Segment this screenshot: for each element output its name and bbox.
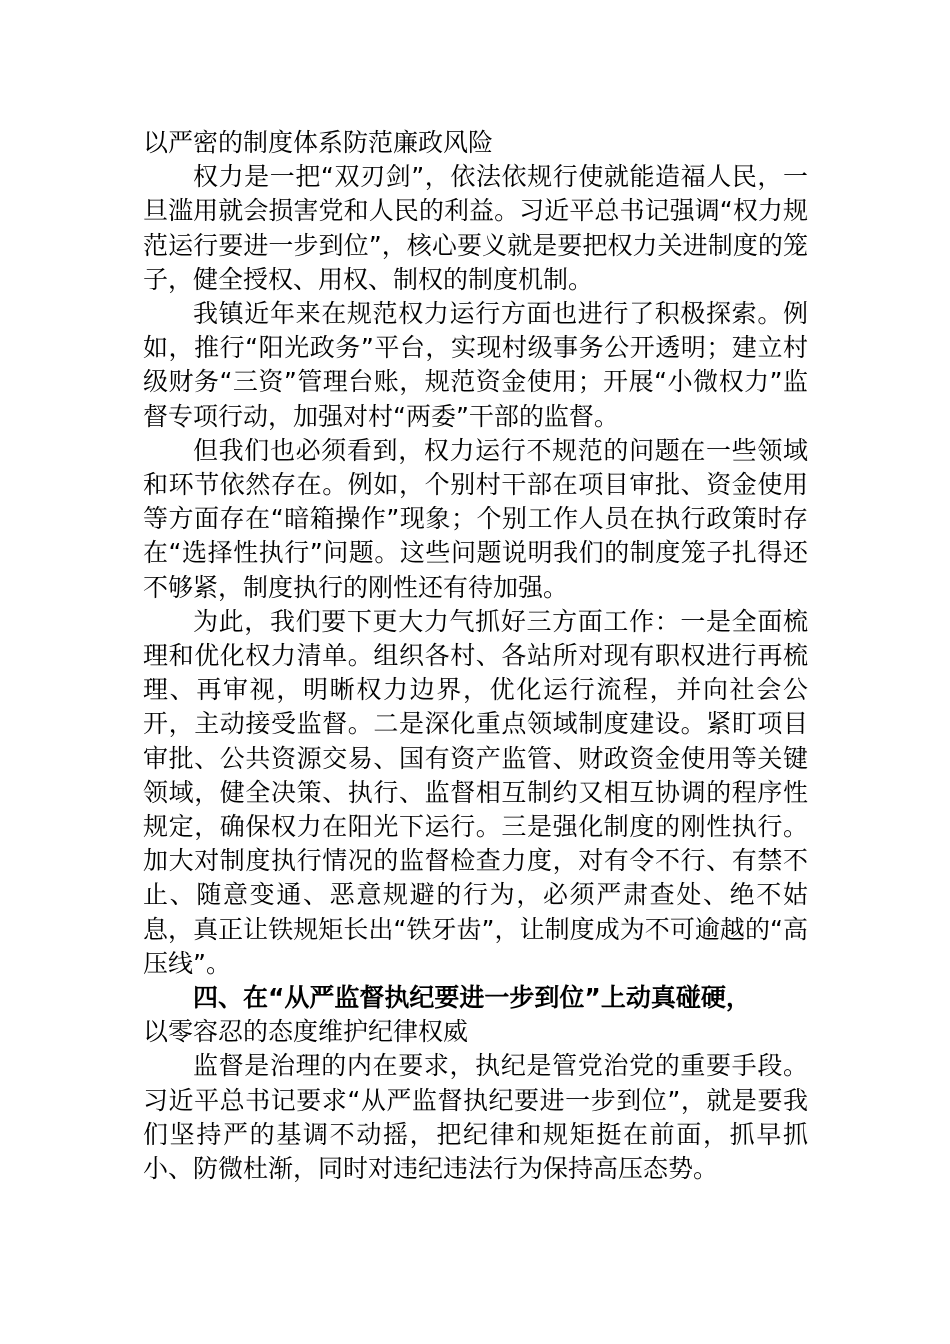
body-paragraph: 权力是一把“双刃剑”，依法依规行使就能造福人民，一旦滥用就会损害党和人民的利益。习近平总书记强调“权力规范运行要进一步到位”，核心要义就是要把权力关进制度的笼子，健全授权、用权、制权的制度机制。 — [143, 162, 808, 294]
section-heading: 四、在“从严监督执纪要进一步到位”上动真碰硬， — [193, 983, 751, 1013]
body-paragraph: 监督是治理的内在要求，执纪是管党治党的重要手段。习近平总书记要求“从严监督执纪要进一步到位”，就是要我们坚持严的基调不动摇，把纪律和规矩挺在前面，抓早抓小、防微杜渐，同时对违纪违法行为保持高压态势。 — [143, 1051, 808, 1184]
section-heading-tail: 以严密的制度体系防范廉政风险 — [143, 128, 494, 157]
body-paragraph: 为此，我们要下更大力气抓好三方面工作：一是全面梳理和优化权力清单。组织各村、各站所对现有职权进行再梳理、再审视，明晰权力边界，优化运行流程，并向社会公开，主动接受监督。二是深化重点领域制度建设。紧盯项目审批、公共资源交易、国有资产监管、财政资金使用等关键领域，健全决策、执行、监督相互制约又相互协调的程序性规定，确保权力在阳光下运行。三是强化制度的刚性执行。加大对制度执行情况的监督检查力度，对有令不行、有禁不止、随意变通、恶意规避的行为，必须严肃查处、绝不姑息，真正让铁规矩长出“铁牙齿”，让制度成为不可逾越的“高压线”。 — [143, 606, 808, 978]
body-paragraph: 但我们也必须看到，权力运行不规范的问题在一些领域和环节依然存在。例如，个别村干部在项目审批、资金使用等方面存在“暗箱操作”现象；个别工作人员在执行政策时存在“选择性执行”问题。这些问题说明我们的制度笼子扎得还不够紧，制度执行的刚性还有待加强。 — [143, 435, 808, 602]
document-page — [143, 126, 808, 1186]
section-heading-continuation: 以零容忍的态度维护纪律权威 — [143, 1017, 469, 1047]
body-paragraph: 我镇近年来在规范权力运行方面也进行了积极探索。例如，推行“阳光政务”平台，实现村级事务公开透明；建立村级财务“三资”管理台账，规范资金使用；开展“小微权力”监督专项行动，加强对村“两委”干部的监督。 — [143, 299, 808, 431]
